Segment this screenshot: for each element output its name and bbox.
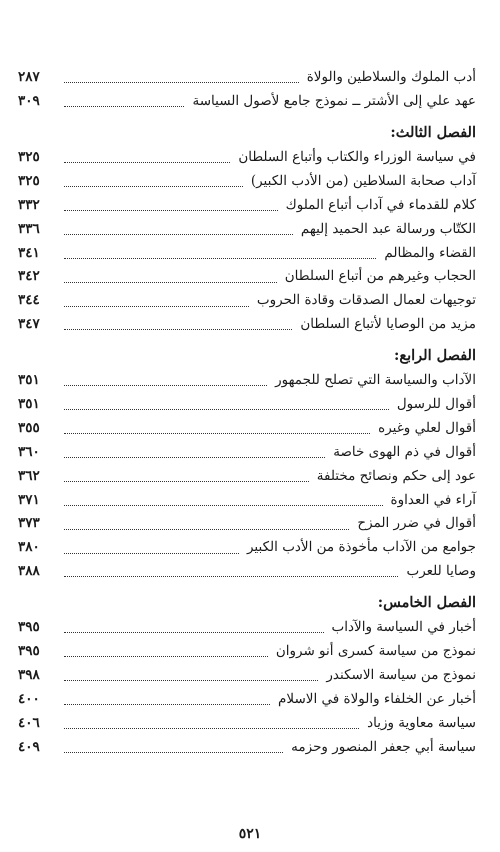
toc-entry (18, 512, 476, 536)
entry-title: آداب صحابة السلاطين (من الأدب الكبير) (250, 172, 476, 189)
entry-title: وصايا للعرب (406, 563, 476, 580)
chapter-heading: الفصل الرابع: (394, 347, 476, 365)
dot-leader (64, 423, 370, 434)
entry-title: نموذج من سياسة الاسكندر (326, 666, 476, 683)
toc-entry (18, 616, 476, 640)
dot-leader (64, 375, 267, 386)
toc-entry (18, 66, 476, 90)
chapter-heading: الفصل الخامس: (377, 594, 476, 612)
dot-leader (64, 646, 268, 657)
entry-page-number: ٣٥٥ (18, 419, 40, 436)
toc-entry (18, 735, 476, 759)
entry-page-number: ٣٢٥ (18, 172, 40, 189)
entry-title: عود إلى حكم ونصائح مختلفة (316, 467, 476, 484)
entry-title: كلام للقدماء في آداب أتباع الملوك (285, 196, 476, 213)
entry-page-number: ٣٣٦ (18, 220, 40, 237)
toc-entry (18, 464, 476, 488)
entry-page-number: ٣٧١ (18, 491, 40, 508)
dot-leader (64, 742, 283, 753)
dot-leader (64, 319, 292, 330)
dot-leader (64, 248, 376, 259)
dot-leader (64, 176, 243, 187)
toc-entry (18, 217, 476, 241)
toc-entry (18, 194, 476, 218)
toc-entry (18, 369, 476, 393)
entry-title: الآداب والسياسة التي تصلح للجمهور (275, 372, 476, 389)
entry-title: أخبار عن الخلفاء والولاة في الاسلام (278, 690, 476, 707)
entry-page-number: ٣٠٩ (18, 93, 40, 110)
table-of-contents (18, 66, 476, 759)
entry-title: الكتّاب ورسالة عبد الحميد إليهم (300, 220, 476, 237)
dot-leader (64, 566, 398, 577)
toc-entry (18, 688, 476, 712)
dot-leader (64, 72, 299, 83)
entry-title: أقوال للرسول (396, 395, 476, 412)
toc-entry (18, 146, 476, 170)
entry-title: أخبار في السياسة والآداب (331, 619, 476, 636)
entry-page-number: ٢٨٧ (18, 69, 40, 86)
dot-leader (64, 152, 230, 163)
dot-leader (64, 224, 293, 235)
entry-title: نموذج من سياسة كسرى أنو شروان (275, 643, 476, 659)
dot-leader (64, 543, 239, 554)
entry-page-number: ٣٨٨ (18, 563, 40, 580)
entry-title: توجيهات لعمال الصدقات وقادة الحروب (256, 292, 476, 309)
toc-entry (18, 265, 476, 289)
toc-entry (18, 313, 476, 337)
toc-entry (18, 640, 476, 664)
entry-title: في سياسة الوزراء والكتاب وأتباع السلطان (238, 148, 476, 165)
entry-page-number: ٣٤٢ (18, 268, 40, 285)
entry-page-number: ٣٦٠ (18, 443, 40, 460)
toc-entry (18, 664, 476, 688)
entry-title: القضاء والمظالم (384, 244, 476, 261)
dot-leader (64, 447, 325, 458)
dot-leader (64, 670, 318, 681)
entry-page-number: ٣٣٢ (18, 196, 40, 213)
entry-page-number: ٣٧٣ (18, 515, 40, 532)
entry-title: جوامع من الآداب مأخوذة من الأدب الكبير (246, 539, 476, 556)
entry-title: مزيد من الوصايا لأتباع السلطان (300, 316, 476, 333)
dot-leader (64, 471, 309, 482)
dot-leader (64, 272, 277, 283)
dot-leader (64, 495, 383, 506)
page-number: ٥٢١ (238, 826, 262, 842)
dot-leader (64, 200, 278, 211)
toc-entry (18, 536, 476, 560)
dot-leader (64, 622, 324, 633)
entry-page-number: ٤٠٠ (18, 690, 40, 707)
toc-entry (18, 417, 476, 441)
entry-page-number: ٣٥١ (18, 372, 40, 389)
entry-title: الحجاب وغيرهم من أتباع السلطان (284, 268, 476, 285)
toc-entry (18, 488, 476, 512)
entry-page-number: ٣٦٢ (18, 467, 40, 484)
entry-page-number: ٣٤٧ (18, 316, 40, 333)
entry-title: أقوال في ذم الهوى خاصة (333, 443, 476, 460)
toc-entry (18, 90, 476, 114)
toc-entry (18, 560, 476, 584)
entry-page-number: ٣٤١ (18, 244, 40, 261)
toc-entry (18, 170, 476, 194)
toc-entry (18, 711, 476, 735)
entry-title: أقوال في ضرر المزح (357, 515, 476, 532)
toc-entry (18, 441, 476, 465)
entry-page-number: ٤٠٩ (18, 738, 40, 755)
chapter-heading: الفصل الثالث: (390, 124, 476, 142)
entry-title: سياسة أبي جعفر المنصور وحزمه (291, 738, 476, 755)
dot-leader (64, 519, 349, 530)
dot-leader (64, 96, 184, 107)
entry-page-number: ٣٢٥ (18, 148, 40, 165)
entry-title: أدب الملوك والسلاطين والولاة (306, 69, 476, 86)
entry-page-number: ٤٠٦ (18, 714, 40, 731)
entry-page-number: ٣٩٥ (18, 619, 40, 636)
entry-title: عهد علي إلى الأشتر ــ نموذج جامع لأصول السياسة (192, 93, 476, 110)
entry-title: أقوال لعلي وغيره (378, 419, 476, 436)
toc-entry (18, 241, 476, 265)
dot-leader (64, 296, 249, 307)
entry-title: آراء في العداوة (390, 491, 476, 508)
entry-title: سياسة معاوية وزياد (367, 714, 476, 731)
toc-entry (18, 393, 476, 417)
entry-page-number: ٣٩٥ (18, 643, 40, 659)
dot-leader (64, 694, 270, 705)
dot-leader (64, 399, 389, 410)
dot-leader (64, 718, 359, 729)
entry-page-number: ٣٩٨ (18, 666, 40, 683)
toc-entry (18, 289, 476, 313)
entry-page-number: ٣٥١ (18, 395, 40, 412)
entry-page-number: ٣٨٠ (18, 539, 40, 556)
entry-page-number: ٣٤٤ (18, 292, 40, 309)
